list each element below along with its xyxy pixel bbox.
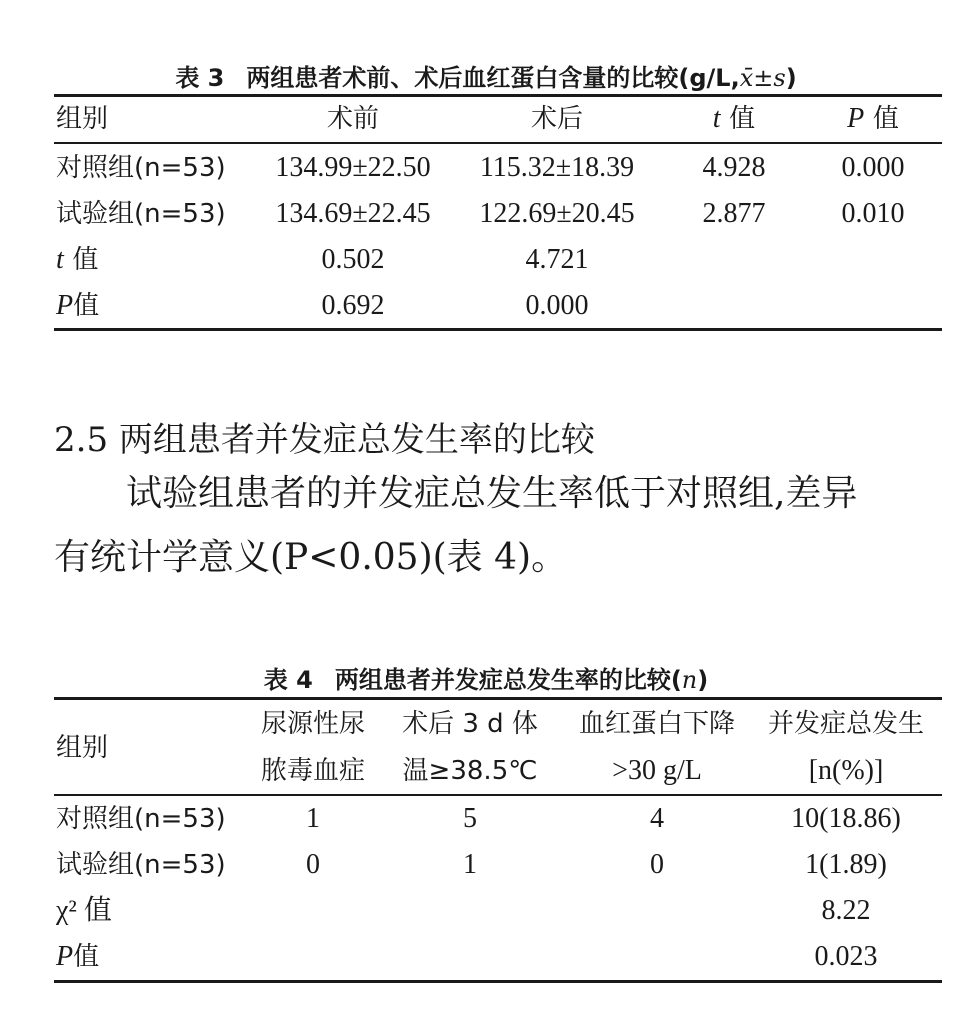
table3-header-post: 术后 bbox=[530, 104, 584, 134]
table3-bottom-rule bbox=[54, 328, 942, 331]
table4-row1-c1: 1 bbox=[306, 803, 320, 834]
table3-t-row-letter: t bbox=[56, 244, 64, 275]
table4-row2-c2: 1 bbox=[463, 849, 477, 880]
table3-header-group: 组别 bbox=[56, 104, 109, 134]
table3-row2-post: 122.69±20.45 bbox=[479, 198, 635, 229]
table3-header-t bbox=[713, 103, 755, 135]
table3-row1-group: 对照组(n=53) bbox=[56, 153, 226, 183]
table4-header-col2-line2: 温≥38.5℃ bbox=[402, 756, 538, 786]
table4-row2-group: 试验组(n=53) bbox=[56, 850, 226, 880]
table3-p-row-value-label: 值 bbox=[73, 291, 100, 321]
table3-number: 表 3 bbox=[175, 64, 225, 92]
table4-chi-row-total: 8.22 bbox=[821, 895, 871, 926]
table4-top-rule bbox=[54, 697, 942, 700]
table4-caption bbox=[0, 660, 972, 695]
table3-row1-pre: 134.99±22.50 bbox=[275, 152, 431, 183]
table4-title: 两组患者并发症总发生率的比较( bbox=[334, 666, 682, 694]
table4-header-col3-line1: 血红蛋白下降 bbox=[578, 709, 736, 739]
table4-p-row-value-label: 值 bbox=[73, 942, 100, 972]
section-paragraph bbox=[54, 462, 942, 590]
table3-t-row-post: 4.721 bbox=[525, 244, 589, 275]
table3-p-row-letter: P bbox=[56, 290, 74, 321]
table3-header-p-label: 值 bbox=[872, 104, 899, 134]
table4-title-n: n bbox=[681, 666, 698, 694]
table4-row2-c3: 0 bbox=[650, 849, 664, 880]
table4-header-group: 组别 bbox=[56, 733, 109, 763]
table3-title: 两组患者术前、术后血红蛋白含量的比较(g/L, bbox=[246, 64, 740, 92]
table3-row1-t: 4.928 bbox=[702, 152, 766, 183]
table4-row2-c1: 0 bbox=[306, 849, 320, 880]
table3-header-p-letter: P bbox=[847, 103, 865, 134]
table3-p-row-post: 0.000 bbox=[525, 290, 589, 321]
table3-row2-p: 0.010 bbox=[841, 198, 905, 229]
table4-number: 表 4 bbox=[263, 666, 313, 694]
table4-p-row-label bbox=[56, 941, 99, 973]
table3-t-row-label bbox=[56, 244, 98, 276]
table3-header-pre: 术前 bbox=[326, 104, 380, 134]
table3-header-t-letter: t bbox=[712, 103, 721, 134]
table3-header-t-label: 值 bbox=[729, 104, 756, 134]
table4-p-row-total: 0.023 bbox=[814, 941, 878, 972]
table4-header-col1-line2: 脓毒血症 bbox=[260, 756, 366, 786]
table4-header-col3-line2: >30 g/L bbox=[612, 755, 702, 786]
table3-row1-p: 0.000 bbox=[841, 152, 905, 183]
table4-row1-total: 10(18.86) bbox=[791, 803, 901, 834]
table4-chi-row-label: χ² 值 bbox=[56, 895, 112, 926]
table4-header-col2-line1: 术后 3 d 体 bbox=[402, 709, 538, 739]
table3-t-row-value-label: 值 bbox=[72, 245, 99, 275]
table4-row2-total: 1(1.89) bbox=[805, 849, 887, 880]
table4-p-row-letter: P bbox=[56, 941, 74, 972]
table4-header-col4-line1: 并发症总发生 bbox=[767, 709, 925, 739]
table3-p-row-label bbox=[56, 290, 99, 322]
table3-row2-t: 2.877 bbox=[702, 198, 766, 229]
table3-row2-group: 试验组(n=53) bbox=[56, 199, 226, 229]
table4-row1-group: 对照组(n=53) bbox=[56, 804, 226, 834]
table3-t-row-pre: 0.502 bbox=[321, 244, 385, 275]
paragraph-line-2: 有统计学意义(P<0.05)(表 4)。 bbox=[54, 537, 568, 578]
table3-top-rule bbox=[54, 94, 942, 97]
table4-row1-c3: 4 bbox=[650, 803, 664, 834]
table3-header-p bbox=[847, 103, 899, 135]
section-heading: 2.5 两组患者并发症总发生率的比较 bbox=[54, 420, 595, 460]
paragraph-line-1: 试验组患者的并发症总发生率低于对照组,差异 bbox=[126, 473, 858, 514]
table4-row1-c2: 5 bbox=[463, 803, 477, 834]
table3-row1-post: 115.32±18.39 bbox=[479, 152, 635, 183]
table3-p-row-pre: 0.692 bbox=[321, 290, 385, 321]
table3-title-unit: x̄±s bbox=[739, 64, 786, 92]
table3-title-close: ) bbox=[785, 64, 797, 92]
table3-row2-pre: 134.69±22.45 bbox=[275, 198, 431, 229]
table3-caption bbox=[0, 58, 972, 93]
table4-title-close: ) bbox=[697, 666, 709, 694]
table4-mid-rule bbox=[54, 794, 942, 796]
table4-bottom-rule bbox=[54, 980, 942, 983]
table4-header-col4-line2: [n(%)] bbox=[808, 755, 884, 786]
table3-mid-rule bbox=[54, 142, 942, 144]
table4-header-col1-line1: 尿源性尿 bbox=[260, 709, 366, 739]
